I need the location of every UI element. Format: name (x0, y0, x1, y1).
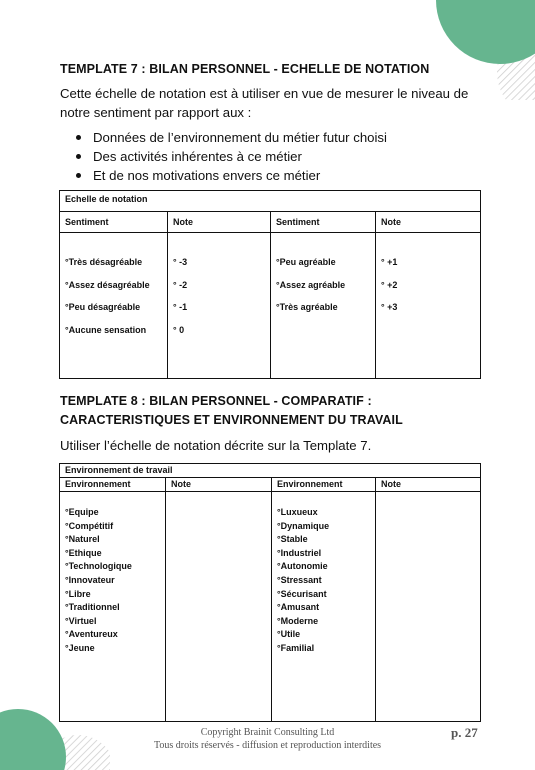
list-item: ° 0 (173, 324, 185, 335)
column-header: Sentiment (271, 212, 376, 233)
list-item: °Luxueux (277, 507, 318, 517)
list-item: ° -2 (173, 279, 188, 290)
list-item: ° -3 (173, 257, 188, 267)
table-caption: Echelle de notation (60, 191, 481, 212)
bullet-item: Données de l’environnement du métier futur choisi (60, 128, 387, 147)
list-item: °Compétitif (65, 520, 114, 531)
list-item: °Jeune (65, 642, 95, 653)
column-header: Sentiment (60, 212, 168, 233)
list-item: °Assez agréable (276, 279, 346, 290)
work-environment-table (59, 463, 481, 722)
list-item: °Industriel (277, 547, 322, 558)
column-header: Note (376, 212, 481, 233)
list-item: °Stable (277, 534, 308, 545)
note-right-cell[interactable] (376, 492, 481, 722)
column-header: Note (166, 478, 272, 492)
list-item: °Naturel (65, 534, 100, 545)
list-item: °Technologique (65, 561, 132, 572)
column-header: Note (376, 478, 481, 492)
list-item: °Très agréable (276, 302, 338, 312)
list-item: °Traditionnel (65, 602, 120, 613)
rating-scale-table (59, 190, 481, 379)
list-item: °Utile (277, 629, 301, 640)
list-item: °Ethique (65, 547, 102, 558)
list-item: °Equipe (65, 507, 99, 517)
list-item: °Amusant (277, 602, 320, 613)
rights-text: Tous droits réservés - diffusion et reproduction interdites (153, 740, 382, 751)
list-item: °Très désagréable (65, 257, 143, 267)
page-number: p. 27 (451, 725, 478, 740)
list-item: °Innovateur (65, 574, 115, 585)
sentiment-positive-cell (271, 233, 376, 379)
list-item: °Libre (65, 588, 91, 599)
list-item: °Stressant (277, 574, 322, 585)
list-item: °Virtuel (65, 615, 97, 626)
column-header: Environnement (60, 478, 166, 492)
table-caption: Environnement de travail (60, 464, 481, 478)
list-item: ° -1 (173, 302, 188, 312)
list-item: °Familial (277, 642, 315, 653)
template7-intro-line2: notre sentiment par rapport aux : (60, 105, 252, 120)
list-item: °Moderne (277, 615, 319, 626)
note-left-cell[interactable] (166, 492, 272, 722)
template7-title: TEMPLATE 7 : BILAN PERSONNEL - ECHELLE DE NOTATION (60, 62, 430, 76)
list-item: °Autonomie (277, 561, 328, 572)
template7-intro-line1: Cette échelle de notation est à utiliser en vue de mesurer le niveau de (60, 86, 469, 101)
note-negative-cell (168, 233, 271, 379)
column-header: Environnement (272, 478, 376, 492)
list-item: °Assez désagréable (65, 279, 150, 290)
list-item: ° +2 (381, 279, 398, 290)
environment-right-cell (272, 492, 376, 722)
list-item: ° +1 (381, 257, 398, 267)
list-item: °Peu agréable (276, 257, 336, 267)
note-positive-cell (376, 233, 481, 379)
column-header: Note (168, 212, 271, 233)
list-item: °Sécurisant (277, 588, 327, 599)
sentiment-negative-cell (60, 233, 168, 379)
copyright-text: Copyright Brainit Consulting Ltd (200, 727, 335, 738)
list-item: ° +3 (381, 302, 398, 312)
template8-title-line1: TEMPLATE 8 : BILAN PERSONNEL - COMPARATIF : (60, 394, 372, 408)
list-item: °Dynamique (277, 520, 330, 531)
bullet-item: Et de nos motivations envers ce métier (60, 166, 387, 185)
template7-bullet-list (60, 128, 387, 185)
template8-title-line2: CARACTERISTIQUES ET ENVIRONNEMENT DU TRAVAIL (60, 413, 403, 427)
list-item: °Aucune sensation (65, 324, 147, 335)
bullet-item: Des activités inhérentes à ce métier (60, 147, 387, 166)
environment-left-cell (60, 492, 166, 722)
list-item: °Aventureux (65, 629, 118, 640)
template8-intro: Utiliser l’échelle de notation décrite sur la Template 7. (60, 438, 372, 453)
list-item: °Peu désagréable (65, 302, 141, 312)
